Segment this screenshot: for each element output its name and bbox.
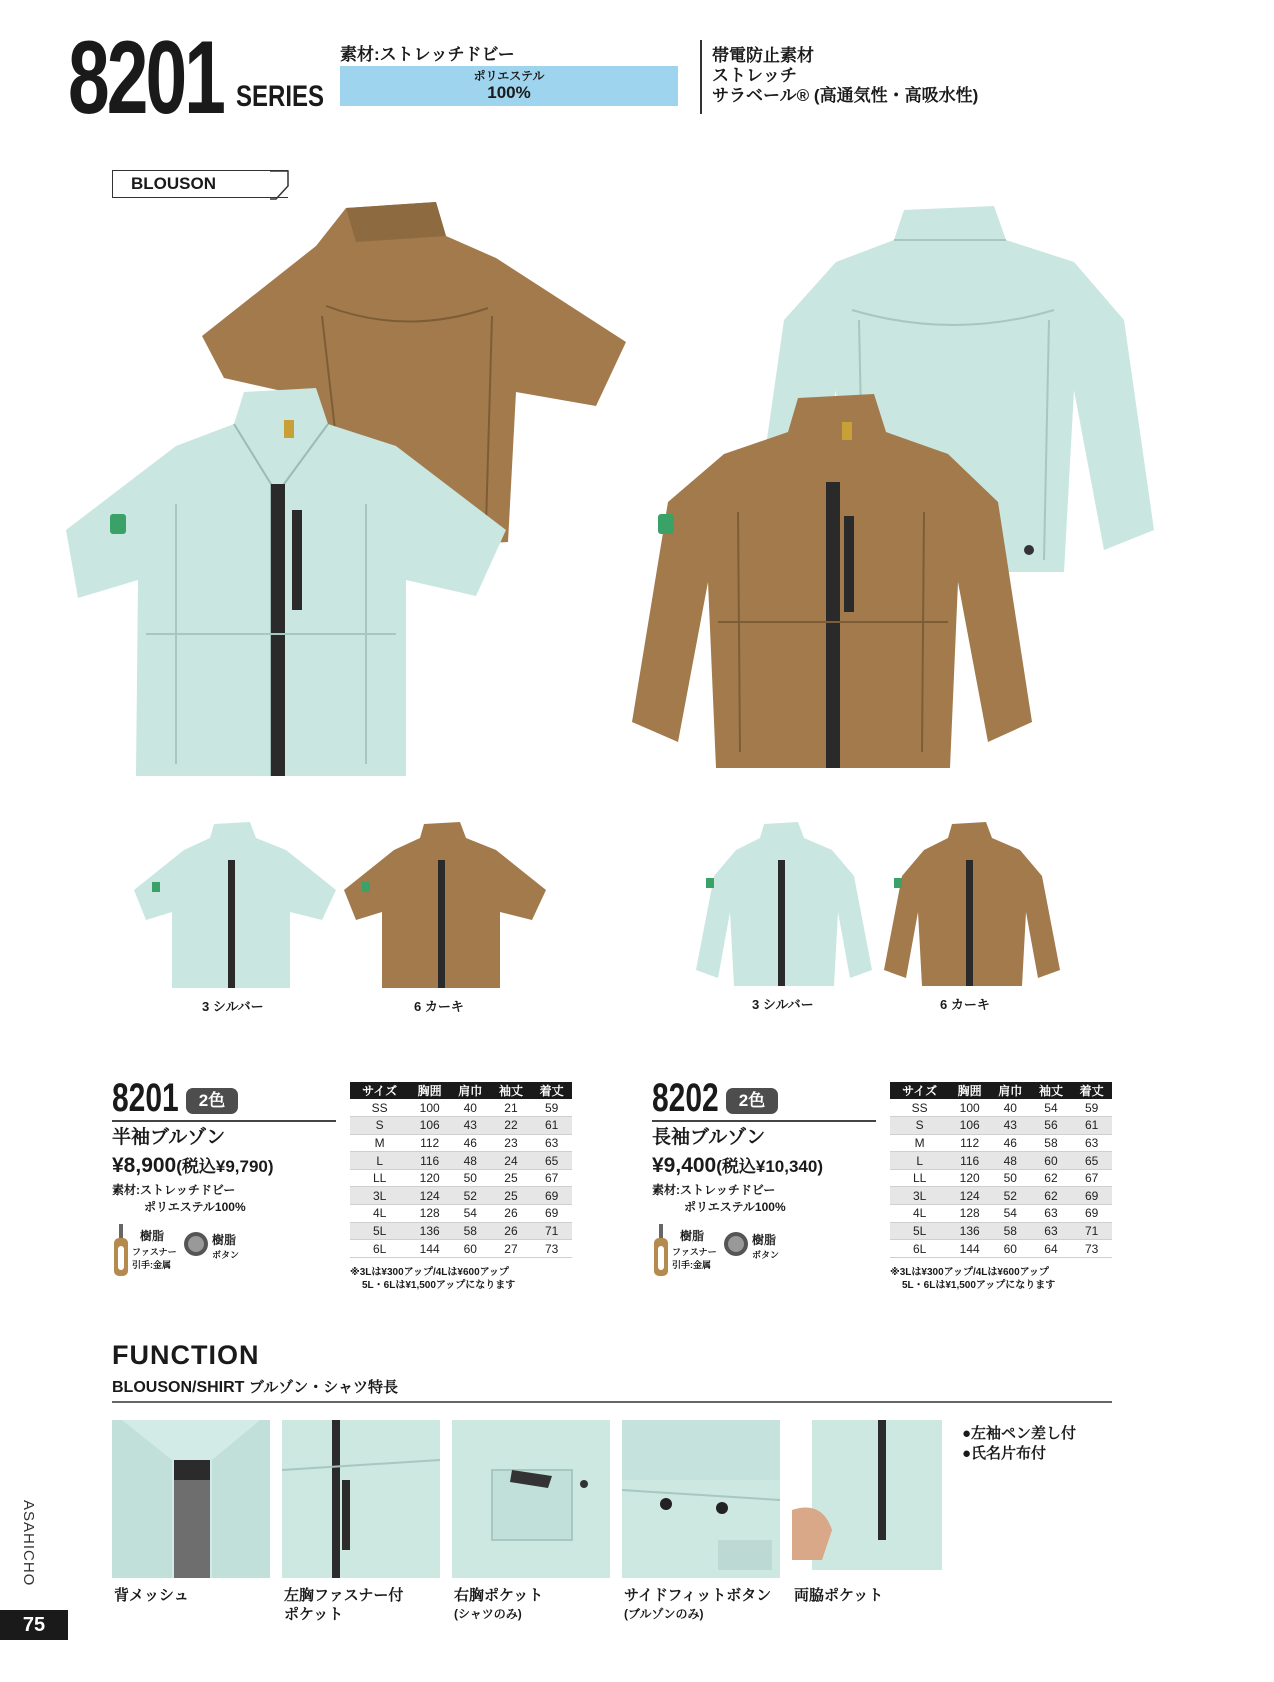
col-length: 着丈 [1071,1082,1112,1099]
zipper-pull-sub: 引手:金属 [672,1260,711,1270]
product-material: 素材:ストレッチドビー [652,1183,776,1197]
material-bar-line2: 100% [487,83,531,102]
product-divider [112,1120,336,1122]
size-table [350,1082,572,1258]
size-note-1: ※3Lは¥300アップ/4Lは¥600アップ [350,1267,509,1278]
table-row: 6L 144 60 64 73 [890,1240,1112,1258]
table-row: M 112 46 58 63 [890,1134,1112,1152]
material-label: 素材:ストレッチドビー [340,45,515,64]
table-row: 4L 128 54 26 69 [350,1205,572,1223]
header-divider [700,40,702,114]
table-row: S 106 43 56 61 [890,1117,1112,1135]
table-row: 3L 124 52 25 69 [350,1187,572,1205]
button-label: 樹脂 [212,1233,237,1247]
col-size: サイズ [890,1082,949,1099]
note-pen-pocket: ●左袖ペン差し付 [962,1425,1077,1442]
table-row: LL 120 50 62 67 [890,1169,1112,1187]
button-sub: ボタン [212,1250,240,1260]
page-number: 75 [0,1610,68,1640]
material-bar [340,66,678,106]
note-name-tag: ●氏名片布付 [962,1445,1047,1462]
side-fit-button-photo [622,1420,780,1578]
product-price: ¥9,400(税込¥10,340) [652,1154,824,1177]
zipper-sub: ファスナー [672,1247,717,1257]
col-shoulder: 肩巾 [450,1082,491,1099]
series-number: 8201 [68,20,224,136]
chest-zipper-pocket-photo [282,1420,440,1578]
feature-stretch: ストレッチ [712,66,797,85]
feature-caption-side-fit-button: サイドフィットボタン (ブルゾンのみ) [624,1587,772,1621]
size-table [890,1082,1112,1258]
color-count-badge: 2色 [726,1088,778,1114]
col-length: 着丈 [531,1082,572,1099]
table-row: S 106 43 22 61 [350,1117,572,1135]
jacket-long-khaki-front-image [628,392,1038,774]
zipper-icon [110,1224,132,1278]
col-size: サイズ [350,1082,409,1099]
jacket-short-silver-front-image [66,384,506,784]
swatch-label-khaki-long: 6 カーキ [940,997,990,1012]
zipper-sub: ファスナー [132,1247,177,1257]
product-name: 長袖ブルゾン [652,1127,766,1148]
feature-antistatic: 帯電防止素材 [712,46,814,65]
product-name: 半袖ブルゾン [112,1127,226,1148]
button-icon [722,1230,750,1258]
swatch-label-silver-long: 3 シルバー [752,997,814,1012]
section-tag: BLOUSON [112,170,288,198]
table-row: 5L 136 58 26 71 [350,1222,572,1240]
table-row: 3L 124 52 62 69 [890,1187,1112,1205]
product-material: 素材:ストレッチドビー [112,1183,236,1197]
table-row: SS 100 40 54 59 [890,1099,1112,1117]
function-subtitle: BLOUSON/SHIRT ブルゾン・シャツ特長 [112,1379,399,1396]
swatch-label-khaki-short: 6 カーキ [414,999,464,1014]
button-label: 樹脂 [752,1233,777,1247]
swatch-label-silver-short: 3 シルバー [202,999,264,1014]
size-note-2: 5L・6Lは¥1,500アップになります [362,1280,516,1291]
table-row: L 116 48 24 65 [350,1152,572,1170]
col-shoulder: 肩巾 [990,1082,1031,1099]
material-bar-line1: ポリエステル [473,69,545,83]
feature-caption-side-pockets: 両脇ポケット [794,1587,884,1604]
feature-caption-back-mesh: 背メッシュ [114,1587,189,1604]
swatch-silver-long-image [694,820,874,988]
col-chest: 胸囲 [409,1082,450,1099]
zipper-icon [650,1224,672,1278]
right-chest-pocket-photo [452,1420,610,1578]
table-row: 5L 136 58 63 71 [890,1222,1112,1240]
series-word: SERIES [236,80,325,113]
table-row: 6L 144 60 27 73 [350,1240,572,1258]
swatch-khaki-short-image [342,820,548,990]
table-row: 4L 128 54 63 69 [890,1205,1112,1223]
zipper-label: 樹脂 [680,1229,705,1243]
size-note-2: 5L・6Lは¥1,500アップになります [902,1280,1056,1291]
feature-caption-right-pocket: 右胸ポケット (シャツのみ) [454,1587,544,1621]
col-chest: 胸囲 [949,1082,990,1099]
feature-saravale: サラベール® (高通気性・高吸水性) [712,86,979,105]
swatch-khaki-long-image [882,820,1062,988]
table-row: LL 120 50 25 67 [350,1169,572,1187]
product-divider [652,1120,876,1122]
table-row: L 116 48 60 65 [890,1152,1112,1170]
table-row: M 112 46 23 63 [350,1134,572,1152]
button-icon [182,1230,210,1258]
function-divider [112,1401,1112,1403]
swatch-silver-short-image [132,820,338,990]
product-number: 8202 [652,1076,719,1120]
zipper-pull-sub: 引手:金属 [132,1260,171,1270]
button-sub: ボタン [752,1250,780,1260]
col-sleeve: 袖丈 [1031,1082,1072,1099]
size-note-1: ※3Lは¥300アップ/4Lは¥600アップ [890,1267,1049,1278]
product-material-composition: ポリエステル100% [144,1200,246,1214]
table-row: SS 100 40 21 59 [350,1099,572,1117]
color-count-badge: 2色 [186,1088,238,1114]
function-title: FUNCTION [112,1340,260,1370]
side-pockets-photo [792,1420,950,1578]
product-material-composition: ポリエステル100% [684,1200,786,1214]
zipper-label: 樹脂 [140,1229,165,1243]
product-price: ¥8,900(税込¥9,790) [112,1154,274,1177]
product-number: 8201 [112,1076,179,1120]
brand-name: ASAHICHO [20,1500,37,1587]
col-sleeve: 袖丈 [491,1082,532,1099]
feature-caption-chest-zipper: 左胸ファスナー付 ポケット [284,1587,404,1623]
back-mesh-photo [112,1420,270,1578]
